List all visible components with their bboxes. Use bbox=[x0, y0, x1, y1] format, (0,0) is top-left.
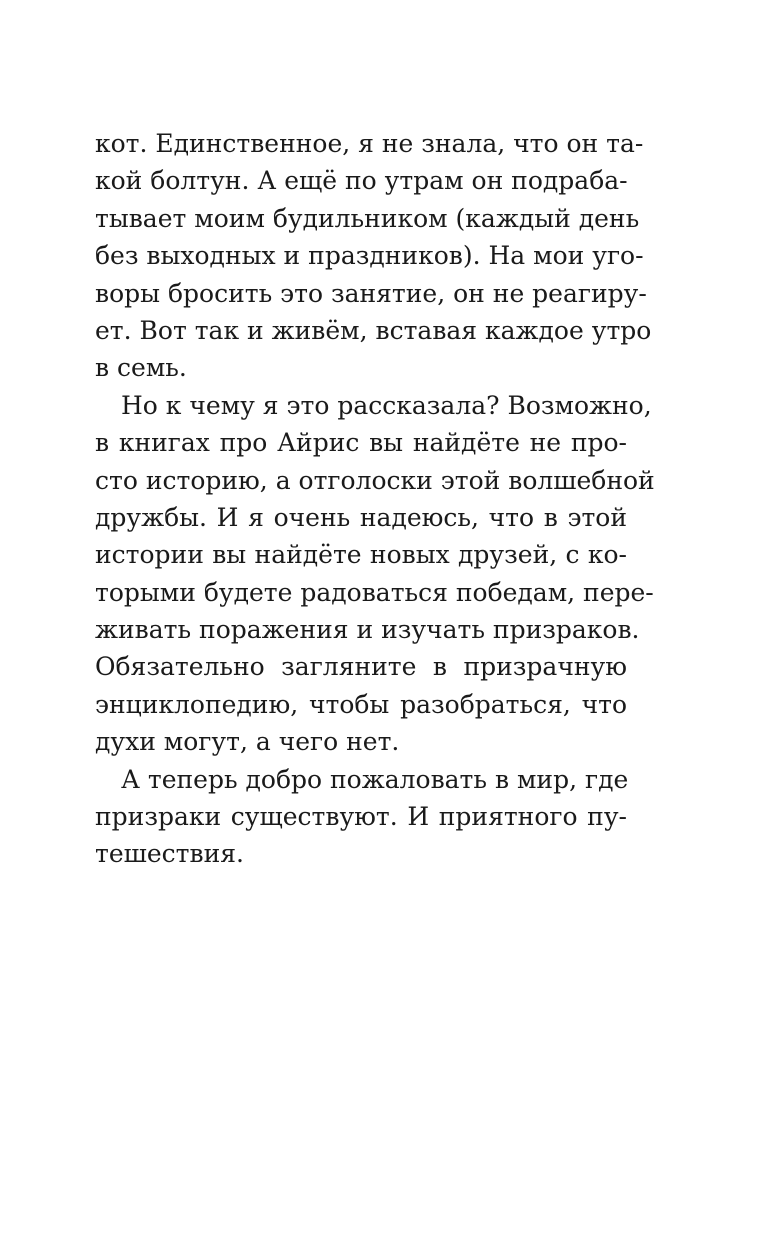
text-line: Но к чему я это рассказала? Возможно, bbox=[121, 390, 652, 420]
text-line: сто историю, а отголоски этой волшебной bbox=[95, 465, 655, 495]
text-line: духи могут, а чего нет. bbox=[95, 727, 400, 757]
text-line: ет. Вот так и живём, вставая каждое утро bbox=[95, 315, 652, 345]
text-line: живать поражения и изучать призраков. bbox=[95, 615, 640, 645]
text-line: в семь. bbox=[95, 353, 187, 383]
text-line: торыми будете радоваться победам, пере- bbox=[95, 577, 654, 607]
text-line: без выходных и праздников). На мои уго- bbox=[95, 241, 644, 271]
text-line: дружбы. И я очень надеюсь, что в этой bbox=[95, 502, 627, 532]
text-line: энциклопедию, чтобы разобраться, что bbox=[95, 689, 627, 719]
text-line: тывает моим будильником (каждый день bbox=[95, 203, 640, 233]
text-line: тешествия. bbox=[95, 839, 244, 869]
text-line: кот. Единственное, я не знала, что он та- bbox=[95, 129, 644, 158]
paragraph-1 bbox=[95, 125, 652, 387]
text-line: истории вы найдёте новых друзей, с ко- bbox=[95, 540, 627, 570]
text-line: кой болтун. А ещё по утрам он подраба- bbox=[95, 166, 628, 196]
body-text bbox=[95, 125, 655, 873]
text-line: Обязательно загляните в призрачную bbox=[95, 652, 627, 682]
text-line: воры бросить это занятие, он не реагиру- bbox=[95, 278, 647, 308]
text-line: в книгах про Айрис вы найдёте не про- bbox=[95, 428, 627, 458]
paragraph-2 bbox=[95, 387, 655, 761]
text-line: А теперь добро пожаловать в мир, где bbox=[121, 764, 629, 794]
paragraph-3 bbox=[95, 761, 627, 873]
text-line: призраки существуют. И приятного пу- bbox=[95, 802, 627, 832]
